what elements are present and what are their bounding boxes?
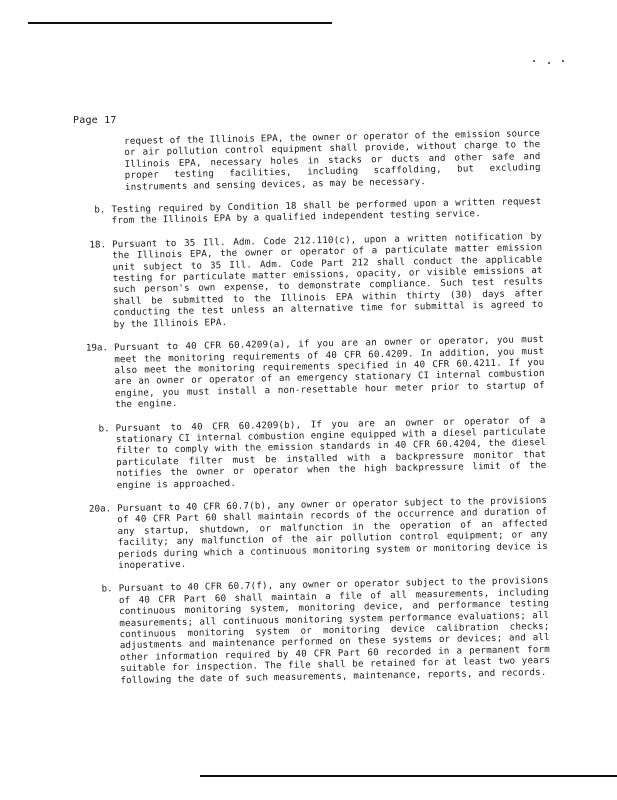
document-body (70, 128, 551, 699)
top-scan-rule (28, 22, 332, 24)
item-text: Pursuant to 40 CFR 60.7(f), any owner or operator subject to the provisions of 40 CFR Part 60 shall maintain a file of all measurements, including continuous monitoring system, monitoring device, and performance testing measurements; all continuous monitoring system performance evaluations; all continuous monitoring system or monitoring device calibration checks; adjustments and maintenance performed on these systems or devices; and all other information required by 40 CFR Part 60 recorded in a permanent form suitable for inspection. The file shall be retained for at least two years following the date of such measurements, maintenance, reports, and records. (118, 575, 551, 686)
condition-item (71, 196, 541, 228)
scan-speck (533, 60, 535, 62)
item-text: Pursuant to 40 CFR 60.4209(a), if you are an owner or operator, you must meet the monitoring requirements of 40 CFR 60.4209. In addition, you must also meet the monitoring requirements specified in 40 CFR 60.4211. If you are an owner or operator of an emergency stationary CI internal combustion engine, you must install a non-resettable hour meter prior to startup of the engine. (113, 334, 545, 411)
item-marker: b. (98, 422, 110, 435)
condition-continuation (70, 128, 541, 194)
item-marker: 19a. (85, 342, 109, 354)
condition-item (76, 414, 547, 491)
condition-item (74, 334, 545, 411)
scan-speck (548, 62, 550, 64)
item-marker: b. (94, 204, 106, 216)
item-marker: 20a. (88, 503, 112, 515)
item-marker: 18. (89, 239, 107, 251)
scan-speck (562, 60, 564, 62)
item-text: request of the Illinois EPA, the owner or operator of the emission source or air pollution control equipment shall provide, without charge to the Illinois EPA, necessary holes in stacks or ducts and other safe and proper testing facilities, including scaffolding, but excluding instruments and sensing devices, as may be necessary. (123, 127, 541, 193)
bottom-scan-rule (200, 775, 617, 777)
page-number: Page 17 (73, 115, 117, 126)
condition-item (77, 495, 548, 572)
item-text: Testing required by Condition 18 shall be performed upon a written request from the Illinois EPA by a qualified independent testing service. (111, 195, 542, 227)
item-text: Pursuant to 40 CFR 60.7(b), any owner or operator subject to the provisions of 40 CFR Part 60 shall maintain records of the occurrence and duration of any startup, shutdown, or malfunction in the operation of an affected facility; any malfunction of the air pollution control equipment; or any periods during which a continuous monitoring system or monitoring device is inoperative. (117, 494, 549, 572)
item-text: Pursuant to 40 CFR 60.4209(b), If you are an owner or operator of a stationary CI internal combustion engine equipped with a diesel particulate filter to comply with the emission standards in 40 CFR 60.4204, the diesel particulate filter must be installed with a backpressure monitor that notifies the owner or operator when the high backpressure limit of the engine is approached. (115, 414, 547, 491)
condition-item (72, 231, 544, 331)
item-marker (70, 136, 111, 194)
condition-item (79, 575, 551, 687)
item-text: Pursuant to 35 Ill. Adm. Code 212.110(c), upon a written notification by the Illinois EPA, the owner or operator of a particulate matter emission unit subject to 35 Ill. Adm. Code Part 212 shall conduct the applicable testing for particulate matter emissions, opacity, or visible emissions at such person's own expense, to demonstrate compliance. Such test results shall be submitted to the Illinois EPA within thirty (30) days after conducting the test unless an alternative time for submittal is agreed to by the Illinois EPA. (111, 230, 544, 330)
item-marker: b. (101, 583, 113, 595)
